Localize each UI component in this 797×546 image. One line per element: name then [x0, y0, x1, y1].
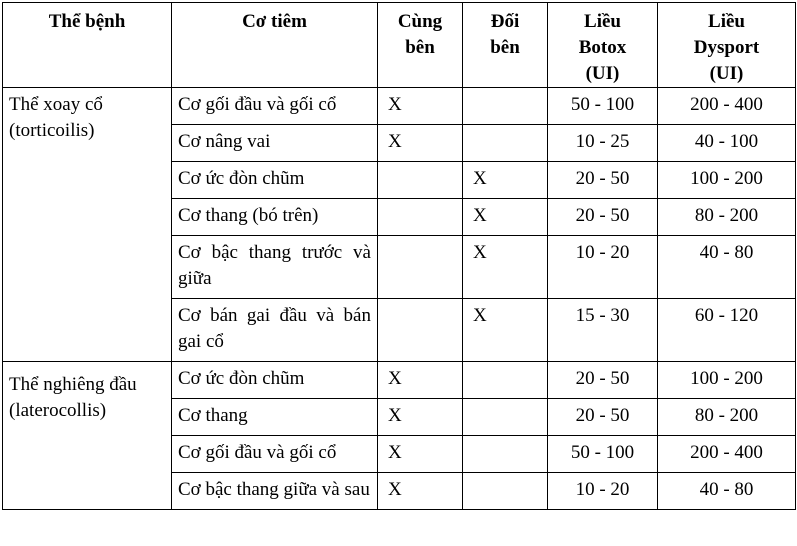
opposite-side-cell: [463, 473, 548, 510]
same-side-cell: X: [378, 125, 463, 162]
dysport-cell: 200 - 400: [658, 88, 796, 125]
dysport-cell: 40 - 80: [658, 236, 796, 299]
muscle-cell: Cơ thang (bó trên): [172, 199, 378, 236]
header-dysport-dose: Liều Dysport (UI): [658, 3, 796, 88]
group-cell-torticollis: Thể xoay cổ (torticoilis): [3, 88, 172, 362]
same-side-cell: X: [378, 362, 463, 399]
same-side-cell: [378, 236, 463, 299]
botox-cell: 20 - 50: [548, 362, 658, 399]
dosage-table: [2, 2, 796, 510]
header-opposite-side: Đối bên: [463, 3, 548, 88]
botox-cell: 10 - 20: [548, 236, 658, 299]
dysport-cell: 100 - 200: [658, 162, 796, 199]
dysport-cell: 80 - 200: [658, 399, 796, 436]
muscle-cell: Cơ gối đầu và gối cổ: [172, 436, 378, 473]
opposite-side-cell: [463, 362, 548, 399]
header-row: [3, 3, 796, 88]
botox-cell: 10 - 25: [548, 125, 658, 162]
dysport-cell: 40 - 80: [658, 473, 796, 510]
muscle-cell: Cơ ức đòn chũm: [172, 362, 378, 399]
opposite-side-cell: X: [463, 162, 548, 199]
botox-cell: 50 - 100: [548, 88, 658, 125]
dysport-cell: 200 - 400: [658, 436, 796, 473]
muscle-cell: Cơ gối đầu và gối cổ: [172, 88, 378, 125]
muscle-cell: Cơ ức đòn chũm: [172, 162, 378, 199]
header-same-side: Cùng bên: [378, 3, 463, 88]
opposite-side-cell: [463, 399, 548, 436]
dysport-cell: 80 - 200: [658, 199, 796, 236]
same-side-cell: [378, 199, 463, 236]
opposite-side-cell: [463, 436, 548, 473]
dysport-cell: 100 - 200: [658, 362, 796, 399]
opposite-side-cell: X: [463, 299, 548, 362]
botox-cell: 50 - 100: [548, 436, 658, 473]
same-side-cell: [378, 162, 463, 199]
botox-cell: 15 - 30: [548, 299, 658, 362]
table-row: [3, 362, 796, 399]
opposite-side-cell: X: [463, 199, 548, 236]
botox-cell: 20 - 50: [548, 399, 658, 436]
muscle-cell: Cơ bậc thang giữa và sau: [172, 473, 378, 510]
header-form: Thể bệnh: [3, 3, 172, 88]
opposite-side-cell: X: [463, 236, 548, 299]
muscle-cell: Cơ nâng vai: [172, 125, 378, 162]
same-side-cell: [378, 299, 463, 362]
muscle-cell: Cơ thang: [172, 399, 378, 436]
same-side-cell: X: [378, 436, 463, 473]
muscle-cell: Cơ bán gai đầu và bán gai cổ: [172, 299, 378, 362]
same-side-cell: X: [378, 399, 463, 436]
dysport-cell: 60 - 120: [658, 299, 796, 362]
header-botox-dose: Liều Botox (UI): [548, 3, 658, 88]
table-row: [3, 88, 796, 125]
opposite-side-cell: [463, 125, 548, 162]
opposite-side-cell: [463, 88, 548, 125]
dysport-cell: 40 - 100: [658, 125, 796, 162]
same-side-cell: X: [378, 88, 463, 125]
botox-cell: 20 - 50: [548, 199, 658, 236]
muscle-cell: Cơ bậc thang trước và giữa: [172, 236, 378, 299]
botox-cell: 20 - 50: [548, 162, 658, 199]
botox-cell: 10 - 20: [548, 473, 658, 510]
header-muscle: Cơ tiêm: [172, 3, 378, 88]
same-side-cell: X: [378, 473, 463, 510]
group-cell-laterocollis: Thể nghiêng đầu (laterocollis): [3, 362, 172, 510]
